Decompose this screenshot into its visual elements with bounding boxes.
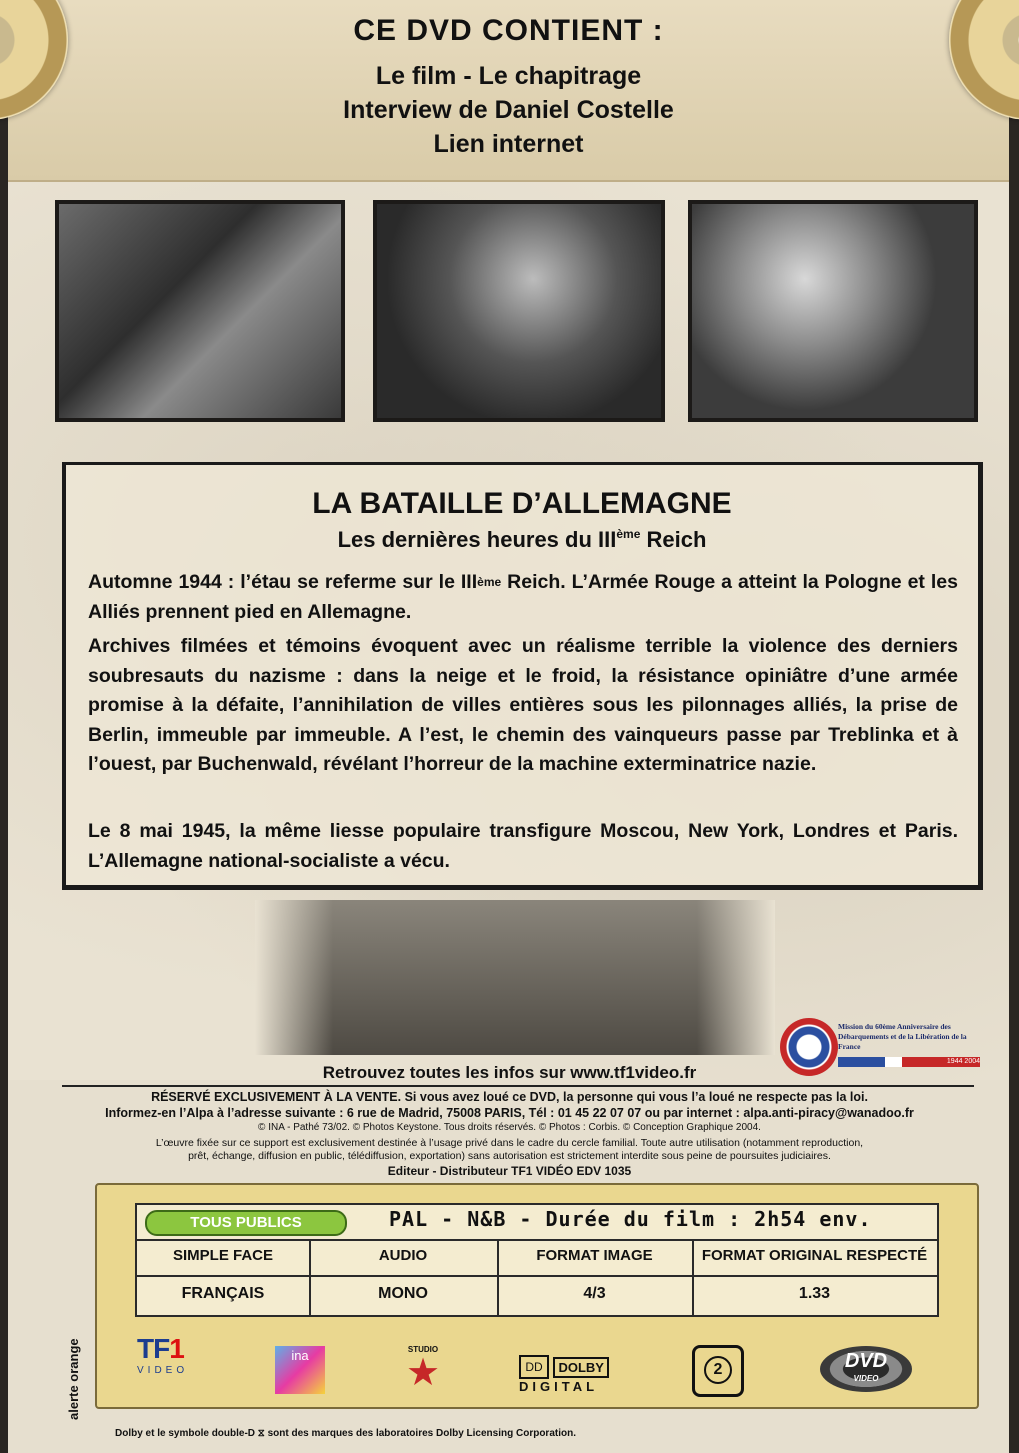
double-d-icon: DD <box>519 1355 549 1379</box>
emblem-text: Mission du 60ème Anniversaire des Débarquements et de la Libération de la France <box>838 1022 967 1051</box>
left-edge <box>0 0 8 1453</box>
header-line-2: Interview de Daniel Costelle <box>343 96 674 124</box>
alerte-orange-label: alerte orange <box>66 1338 81 1420</box>
tf1-video-logo: TF1 VIDEO <box>137 1333 189 1376</box>
synopsis-paragraph-3: Le 8 mai 1945, la même liesse populaire transfigure Moscou, New York, Londres et Paris. L’Allemagne national-socialiste a vécu. <box>88 820 958 872</box>
soldiers-photo <box>255 900 775 1055</box>
header-format-original: FORMAT ORIGINAL RESPECTÉ <box>701 1247 928 1264</box>
header-banner <box>8 0 1009 182</box>
header-audio: AUDIO <box>378 1247 428 1264</box>
studio-logo: STUDIO ★ <box>402 1345 444 1393</box>
photo-aerial-bombing <box>688 200 978 422</box>
ina-logo: ina <box>275 1346 325 1394</box>
legal-line-1: RÉSERVÉ EXCLUSIVEMENT À LA VENTE. Si vous avez loué ce DVD, la personne qui vous l’a loué ne respecte pas la loi. <box>151 1090 868 1104</box>
header-format-image: FORMAT IMAGE <box>536 1247 653 1264</box>
dvd-video-logo: DVD VIDEO <box>820 1346 912 1392</box>
website-line: Retrouvez toutes les infos sur www.tf1video.fr <box>322 1063 697 1082</box>
right-edge <box>1009 0 1019 1453</box>
legal-line-4: L’œuvre fixée sur ce support est exclusivement destinée à l’usage privé dans le cadre du cercle familial. Toute autre utilisation (notamment reproduction, <box>155 1137 864 1149</box>
star-icon: ★ <box>405 1352 441 1394</box>
table-rule <box>137 1239 937 1241</box>
header-simple-face: SIMPLE FACE <box>172 1247 273 1264</box>
synopsis-paragraph-2: Archives filmées et témoins évoquent avec un réalisme terrible la violence des derniers soubresauts du nazisme : dans la neige et le froid, la résistance opiniâtre d’une armée promise à la défaite, l’annihilation de villes entières sous les pilonnages alliés, la prise de Berlin, immeuble par immeuble. A l’est, le chemin des vainqueurs passe par Treblinka et à l’ouest, par Buchenwald, révélant l’horreur de la machine exterminatrice nazie. <box>88 635 958 775</box>
value-format-original: 1.33 <box>798 1285 831 1302</box>
dolby-digital-logo: DD DOLBY DIGITAL <box>519 1355 627 1394</box>
table-rule <box>137 1275 937 1277</box>
value-audio: MONO <box>378 1285 428 1302</box>
emblem-years: 1944 2004 <box>838 1057 980 1067</box>
audience-badge: TOUS PUBLICS <box>145 1210 347 1236</box>
header-line-3: Lien internet <box>433 130 584 158</box>
legal-line-2: Informez-en l’Alpa à l’adresse suivante : 6 rue de Madrid, 75008 PARIS, Tél : 01 45 22 07 07 ou par internet : alpa.anti-piracy@wanadoo.fr <box>105 1106 914 1120</box>
value-format-image: 4/3 <box>583 1285 606 1302</box>
publisher-line: Editeur - Distributeur TF1 VIDÉO EDV 1035 <box>387 1164 632 1178</box>
divider <box>62 1085 974 1087</box>
dolby-trademark-note: Dolby et le symbole double-D ⧖ sont des marques des laboratoires Dolby Licensing Corporation. <box>115 1428 576 1439</box>
header-line-1: Le film - Le chapitrage <box>375 62 642 90</box>
legal-line-5: prêt, échange, diffusion en public, télédiffusion, exportation) sans autorisation est strictement interdite sous peine de poursuites judiciaires. <box>188 1150 831 1162</box>
legal-line-3: © INA - Pathé 73/02. © Photos Keystone. Tous droits réservés. © Photos : Corbis. © Conception Graphique 2004. <box>258 1122 761 1133</box>
photo-soldier <box>373 200 665 422</box>
photo-handshake <box>55 200 345 422</box>
synopsis-box <box>62 462 983 890</box>
header-title: CE DVD CONTIENT : <box>353 14 664 47</box>
region-2-logo: 2 <box>692 1345 744 1397</box>
tech-specs: PAL - N&B - Durée du film : 2h54 env. <box>389 1207 872 1231</box>
film-subtitle: Les dernières heures du IIIème Reich <box>337 527 707 552</box>
synopsis-paragraph-1: Automne 1944 : l’étau se referme sur le IIIème Reich. L’Armée Rouge a atteint la Pologne et les Alliés prennent pied en Allemagne. <box>88 571 958 623</box>
film-title: LA BATAILLE D’ALLEMAGNE <box>312 487 732 520</box>
value-language: FRANÇAIS <box>181 1285 265 1302</box>
spec-table <box>135 1203 939 1317</box>
